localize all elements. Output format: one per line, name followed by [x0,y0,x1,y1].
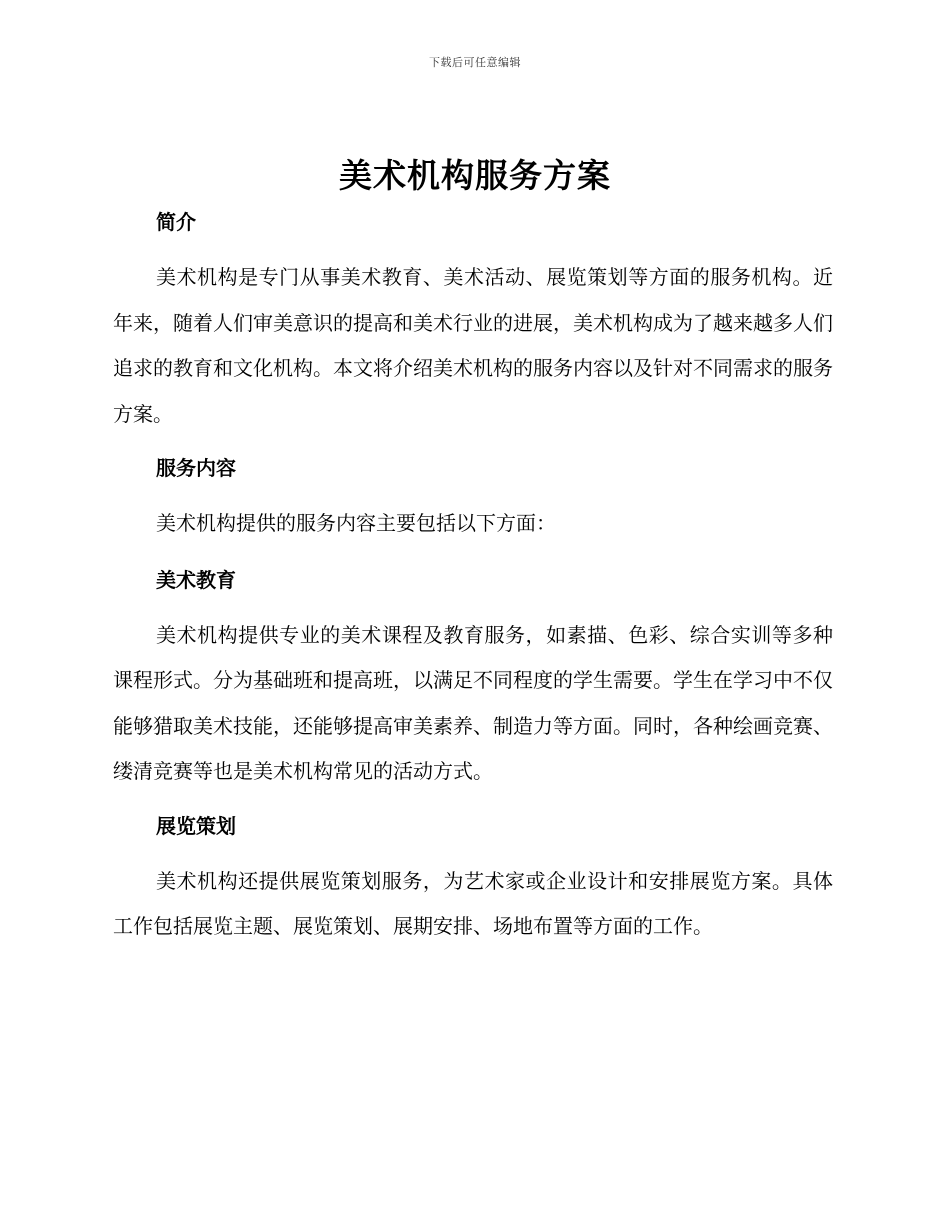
section-heading-art-education: 美术教育 [156,567,236,592]
section-heading-exhibition: 展览策划 [156,813,236,838]
section-heading-services: 服务内容 [156,456,236,480]
page-header-note: 下载后可任意编辑 [429,56,521,69]
intro-paragraph: 美术机构是专门从事美术教育、美术活动、展览策划等方面的服务机构。近年来，随着人们审美意识的提高和美术行业的进展，美术机构成为了越来越多人们追求的教育和文化机构。本文将介绍美术机构的服务内容以及针对不同需求的服务方案。 [113,265,833,426]
services-paragraph: 美术机构提供的服务内容主要包括以下方面： [156,511,556,535]
exhibition-paragraph: 美术机构还提供展览策划服务，为艺术家或企业设计和安排展览方案。具体工作包括展览主题、展览策划、展期安排、场地布置等方面的工作。 [113,868,833,938]
document-body [113,203,833,962]
section-heading-intro: 简介 [156,210,196,234]
document-title: 美术机构服务方案 [339,156,611,195]
art-education-paragraph: 美术机构提供专业的美术课程及教育服务，如素描、色彩、综合实训等多种课程形式。分为基础班和提高班，以满足不同程度的学生需要。学生在学习中不仅能够猎取美术技能，还能够提高审美素养、制造力等方面。同时，各种绘画竞赛、缕清竞赛等也是美术机构常见的活动方式。 [113,622,833,783]
